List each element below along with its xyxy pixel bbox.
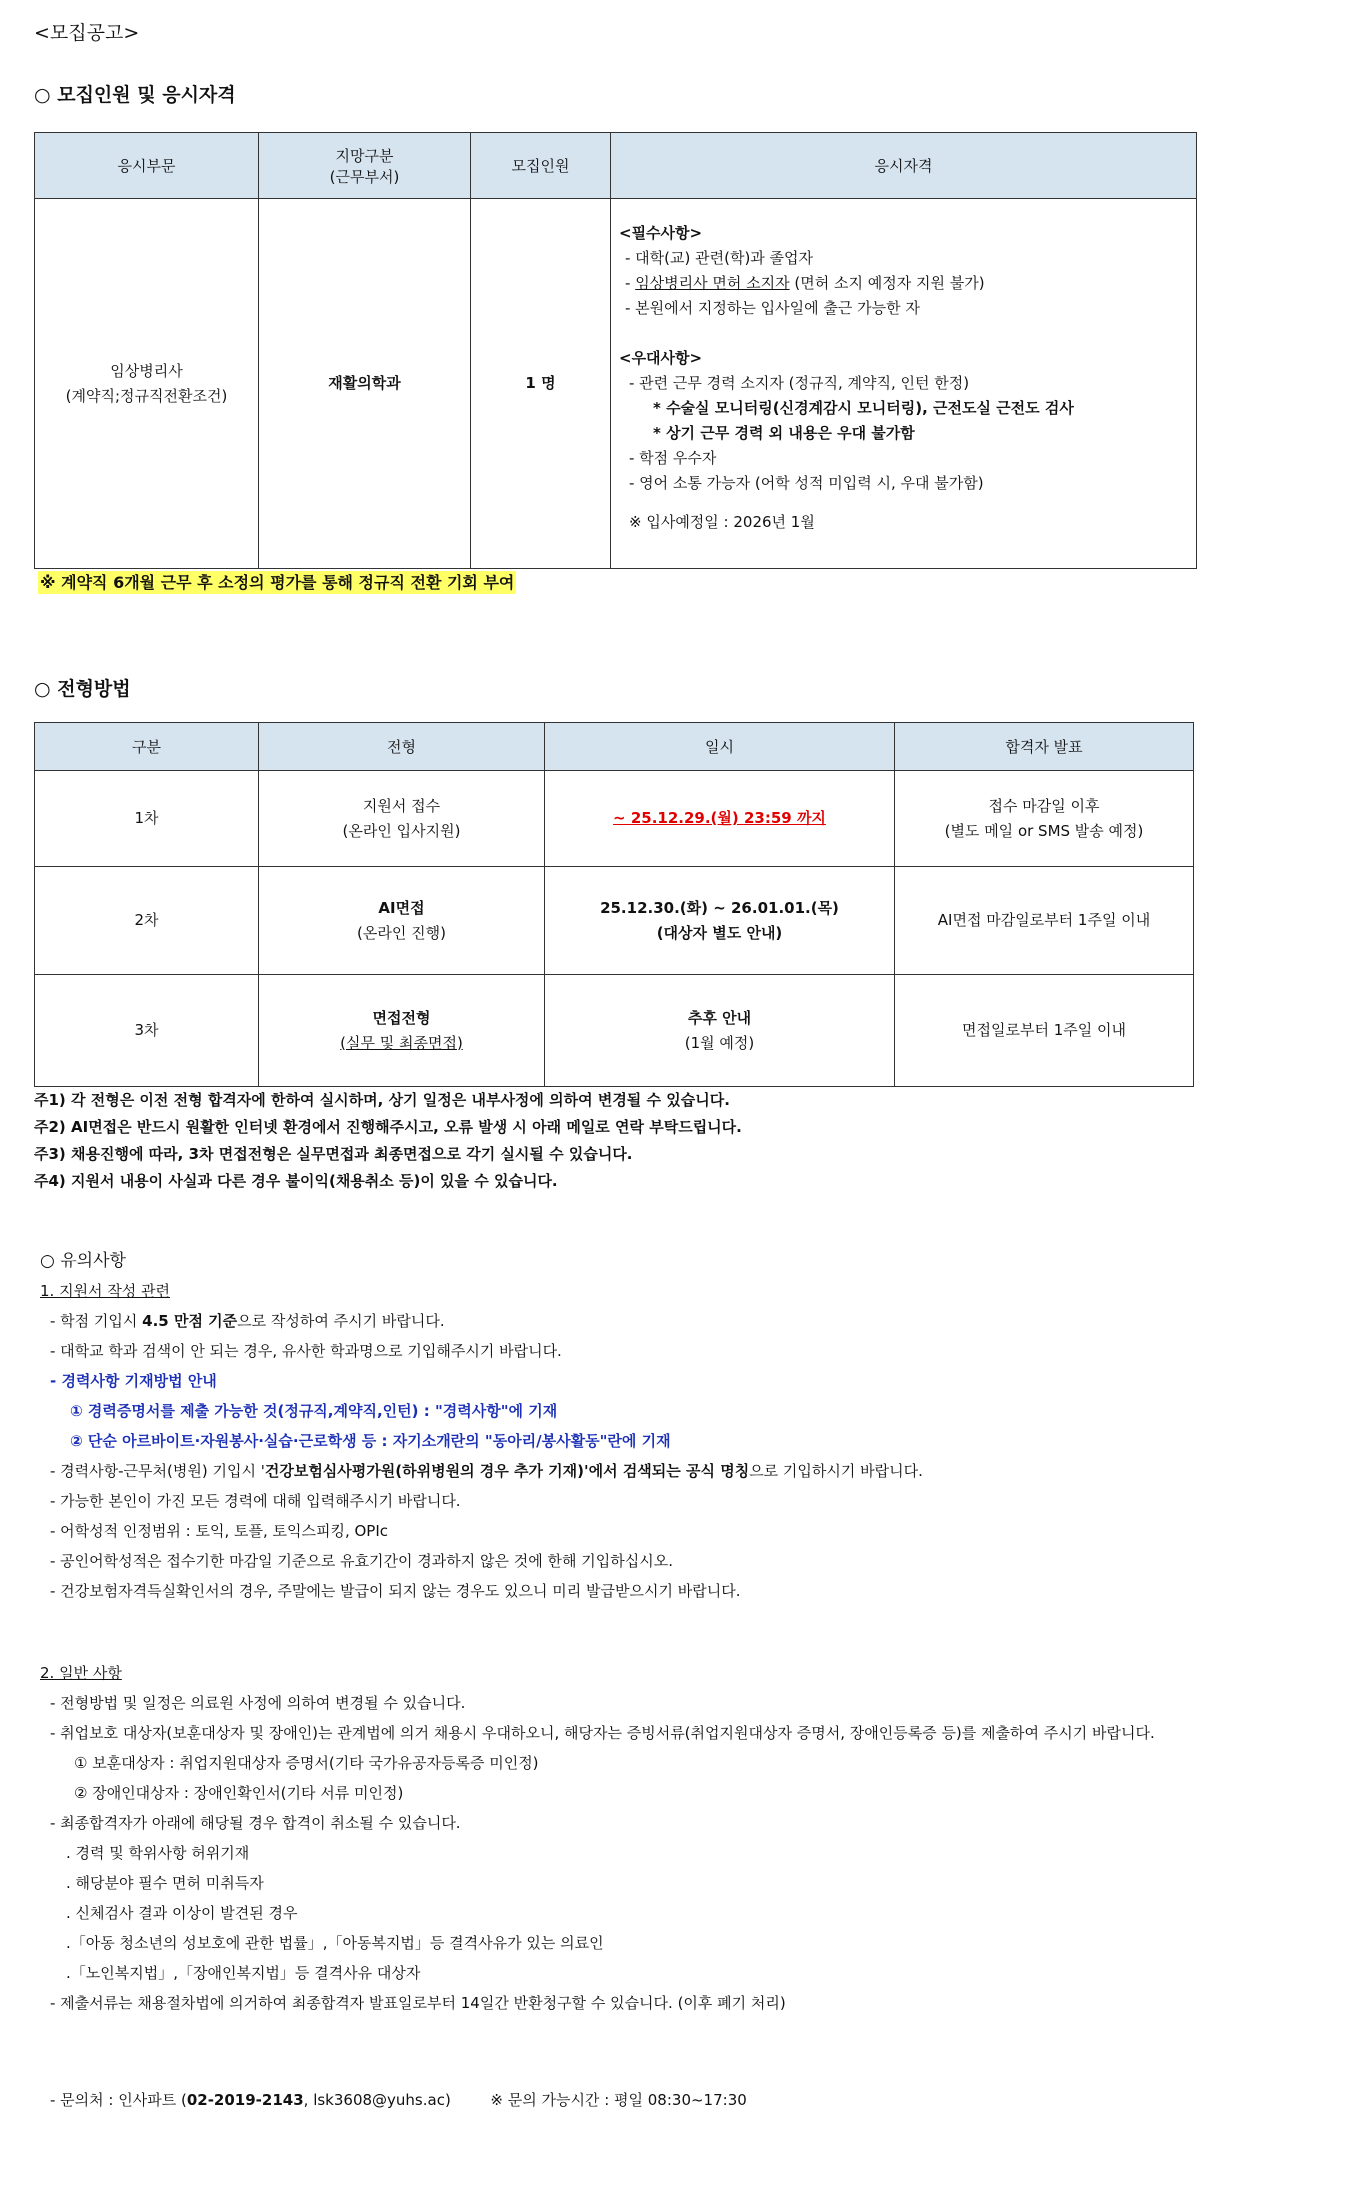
date-main: 25.12.30.(화) ~ 26.01.01.(목): [600, 898, 839, 917]
deadline-date: ~ 25.12.29.(월) 23:59 까지: [613, 809, 826, 827]
caution-line: [40, 1456, 1155, 1486]
general-line: .「아동 청소년의 성보호에 관한 법률」,「아동복지법」등 결격사유가 있는 의료인: [66, 1934, 604, 1952]
caution-line: - 가능한 본인이 가진 모든 경력에 대해 입력해주시기 바랍니다.: [50, 1492, 461, 1510]
note-3: 주3) 채용진행에 따라, 3차 면접전형은 실무면접과 최종면접으로 각기 실시될 수 있습니다.: [34, 1145, 633, 1163]
contact-line: [50, 2085, 747, 2115]
subsection-general: 2. 일반 사항: [40, 1664, 122, 1682]
general-line: ② 장애인대상자 : 장애인확인서(기타 서류 미인정): [74, 1784, 404, 1802]
caution-line-suffix: 으로 작성하여 주시기 바랍니다.: [237, 1312, 445, 1330]
required-item-2: [619, 271, 1196, 296]
preferred-item-1b: * 상기 근무 경력 외 내용은 우대 불가함: [653, 424, 915, 442]
type-main: 면접전형: [372, 1008, 431, 1027]
general-line: - 최종합격자가 아래에 해당될 경우 합격이 취소될 수 있습니다.: [50, 1814, 461, 1832]
col-header-date: 일시: [545, 723, 895, 771]
caution-line-prefix: - 학점 기입시: [50, 1312, 143, 1330]
dept-sub: (계약직;정규직전환조건): [65, 386, 228, 405]
cell-qualification: [611, 199, 1197, 569]
circle-bullet-icon: ○: [34, 84, 51, 106]
contact-phone: 02-2019-2143: [186, 2091, 304, 2109]
required-item-2-prefix: -: [625, 274, 636, 292]
required-title: <필수사항>: [619, 224, 703, 242]
conversion-note: [38, 570, 516, 593]
stage-result: [895, 771, 1194, 867]
caution-line-bold: 건강보험심사평가원(하위병원의 경우 추가 기재)'에서 검색되는 공식 명칭: [264, 1462, 750, 1480]
stage-result: AI면접 마감일로부터 1주일 이내: [895, 867, 1194, 975]
schedule-notes: [34, 1087, 742, 1195]
caution-line-bold: 4.5 만점 기준: [142, 1312, 238, 1330]
table-row: [35, 867, 1194, 975]
col-header-stage: 구분: [35, 723, 259, 771]
section-title-text: 모집인원 및 응시자격: [57, 84, 236, 106]
cell-dept: [35, 199, 259, 569]
cell-count: 1 명: [471, 199, 611, 569]
type-sub: (온라인 입사지원): [342, 821, 461, 840]
caution-line: - 대학교 학과 검색이 안 되는 경우, 유사한 학과명으로 기입해주시기 바랍니다.: [50, 1342, 562, 1360]
stage: 2차: [35, 867, 259, 975]
result-sub: (별도 메일 or SMS 발송 예정): [944, 821, 1144, 840]
stage: 3차: [35, 975, 259, 1087]
col-header-result: 합격자 발표: [895, 723, 1194, 771]
section-recruitment-title: [34, 80, 236, 107]
caution-line: - 공인어학성적은 접수기한 마감일 기준으로 유효기간이 경과하지 않은 것에 한해 기입하십시오.: [50, 1552, 673, 1570]
type-sub: (실무 및 최종면접): [340, 1033, 463, 1052]
caution-line: - 건강보험자격득실확인서의 경우, 주말에는 발급이 되지 않는 경우도 있으니 미리 발급받으시기 바랍니다.: [50, 1582, 741, 1600]
dept-name: 임상병리사: [110, 361, 183, 380]
type-main: AI면접: [378, 898, 425, 917]
col-header-dept: 응시부문: [35, 133, 259, 199]
preferred-title: <우대사항>: [619, 349, 703, 367]
type-main: 지원서 접수: [362, 796, 441, 815]
contact-prefix: - 문의처 : 인사파트 (: [50, 2091, 187, 2109]
caution-line-career-b: ② 단순 아르바이트·자원봉사·실습·근로학생 등 : 자기소개란의 "동아리/봉사활동"란에 기재: [70, 1432, 671, 1450]
general-line: . 신체검사 결과 이상이 발견된 경우: [66, 1904, 298, 1922]
col-header-ward: [259, 133, 471, 199]
general-line: .「노인복지법」,「장애인복지법」등 결격사유 대상자: [66, 1964, 421, 1982]
stage-type: [259, 975, 545, 1087]
col-header-count: 모집인원: [471, 133, 611, 199]
stage: 1차: [35, 771, 259, 867]
general-line: - 취업보호 대상자(보훈대상자 및 장애인)는 관계법에 의거 채용시 우대하오니, 해당자는 증빙서류(취업지원대상자 증명서, 장애인등록증 등)를 제출하여 주시기 바랍니다.: [50, 1724, 1155, 1742]
caution-line-prefix: - 경력사항-근무처(병원) 기입시 ': [50, 1462, 265, 1480]
contact-hours: ※ 문의 가능시간 : 평일 08:30~17:30: [490, 2091, 747, 2109]
caution-line: [40, 1306, 1155, 1336]
section-selection-title: [34, 674, 131, 701]
schedule-table: [34, 722, 1194, 1087]
general-line: ① 보훈대상자 : 취업지원대상자 증명서(기타 국가유공자등록증 미인정): [74, 1754, 539, 1772]
preferred-item-2: - 학점 우수자: [629, 449, 717, 467]
required-item-1: - 대학(교) 관련(학)과 졸업자: [625, 249, 814, 267]
cell-ward: 재활의학과: [259, 199, 471, 569]
general-line: . 해당분야 필수 면허 미취득자: [66, 1874, 264, 1892]
col-header-qualification: 응시자격: [611, 133, 1197, 199]
preferred-item-1a: * 수술실 모니터링(신경계감시 모니터링), 근전도실 근전도 검사: [653, 399, 1074, 417]
conversion-note-text: ※ 계약직 6개월 근무 후 소정의 평가를 통해 정규직 전환 기회 부여: [40, 573, 515, 592]
table-row: [35, 771, 1194, 867]
note-2: 주2) AI면접은 반드시 원활한 인터넷 환경에서 진행해주시고, 오류 발생 시 아래 메일로 연락 부탁드립니다.: [34, 1118, 742, 1136]
required-item-3: - 본원에서 지정하는 입사일에 출근 가능한 자: [625, 299, 920, 317]
contact-email: , lsk3608@yuhs.ac): [303, 2091, 451, 2109]
subsection-application: 1. 지원서 작성 관련: [40, 1282, 171, 1300]
date-sub: (1월 예정): [684, 1033, 755, 1052]
general-line: - 전형방법 및 일정은 의료원 사정에 의하여 변경될 수 있습니다.: [50, 1694, 466, 1712]
preferred-item-1: - 관련 근무 경력 소지자 (정규직, 계약직, 인턴 한정): [629, 374, 970, 392]
qualification-table: [34, 132, 1197, 569]
table-row: [35, 975, 1194, 1087]
circle-bullet-icon: ○: [34, 678, 51, 700]
col-header-ward-line1: 지망구분: [335, 146, 394, 165]
start-date: ※ 입사예정일 : 2026년 1월: [629, 513, 815, 531]
section-title-text: 전형방법: [57, 678, 131, 700]
caution-line: - 어학성적 인정범위 : 토익, 토플, 토익스피킹, OPIc: [50, 1522, 389, 1540]
general-line: - 제출서류는 채용절차법에 의거하여 최종합격자 발표일로부터 14일간 반환청구할 수 있습니다. (이후 폐기 처리): [50, 1994, 786, 2012]
date-main: 추후 안내: [687, 1008, 752, 1027]
note-1: 주1) 각 전형은 이전 전형 합격자에 한하여 실시하며, 상기 일정은 내부사정에 의하여 변경될 수 있습니다.: [34, 1091, 730, 1109]
caution-line-career-a: ① 경력증명서를 제출 가능한 것(정규직,계약직,인턴) : "경력사항"에 기재: [70, 1402, 558, 1420]
result-main: 접수 마감일 이후: [988, 796, 1100, 815]
caution-line-career: - 경력사항 기재방법 안내: [50, 1372, 217, 1390]
caution-line-suffix: 으로 기입하시기 바랍니다.: [749, 1462, 923, 1480]
cautions-section: [40, 1246, 1155, 2018]
stage-date: [545, 771, 895, 867]
col-header-ward-line2: (근무부서): [329, 167, 400, 186]
stage-date: [545, 867, 895, 975]
date-sub: (대상자 별도 안내): [656, 923, 783, 942]
page-header: <모집공고>: [34, 22, 140, 44]
preferred-item-3: - 영어 소통 가능자 (어학 성적 미입력 시, 우대 불가함): [629, 474, 984, 492]
general-line: . 경력 및 학위사항 허위기재: [66, 1844, 250, 1862]
stage-date: [545, 975, 895, 1087]
stage-type: [259, 771, 545, 867]
stage-type: [259, 867, 545, 975]
required-item-2-license: 임상병리사 면허 소지자: [635, 274, 790, 292]
required-item-2-suffix: (면허 소지 예정자 지원 불가): [789, 274, 985, 292]
type-sub: (온라인 진행): [357, 923, 446, 942]
cautions-title: ○ 유의사항: [40, 1251, 126, 1271]
stage-result: 면접일로부터 1주일 이내: [895, 975, 1194, 1087]
note-4: 주4) 지원서 내용이 사실과 다른 경우 불이익(채용취소 등)이 있을 수 있습니다.: [34, 1172, 558, 1190]
col-header-type: 전형: [259, 723, 545, 771]
